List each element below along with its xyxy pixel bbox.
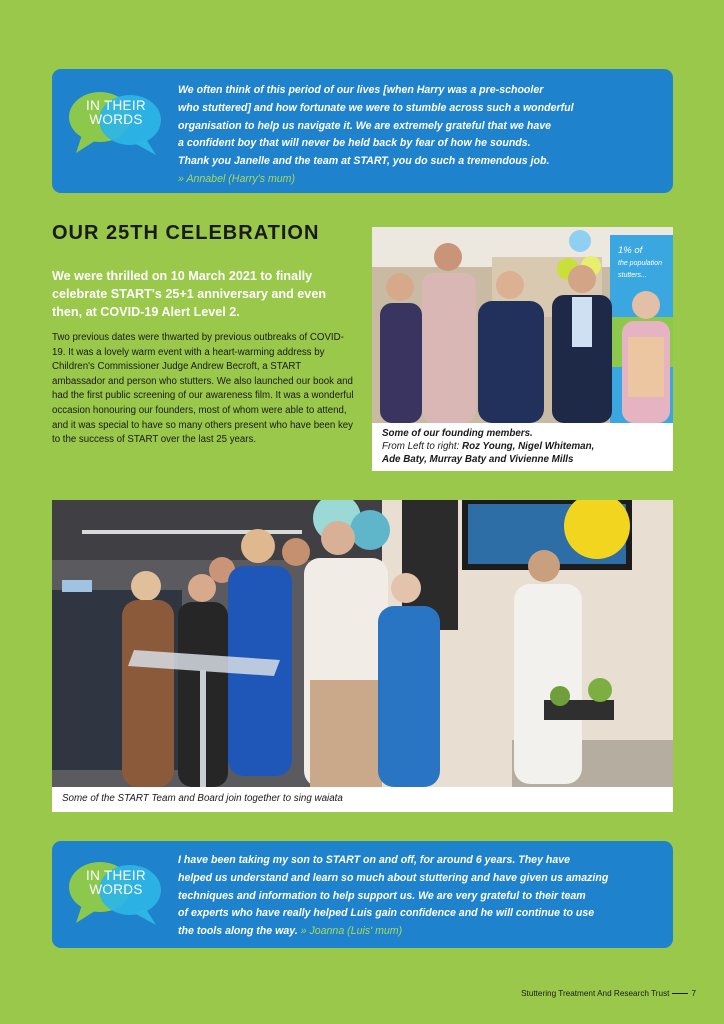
section-body: Two previous dates were thwarted by previous outbreaks of COVID-19. It was a lovely warm event with a heart-warming address by Children's Commissioner Judge Andrew Becroft, a START ambassador and person who stutters. We also launched our book and had the first public screening of our awareness film. It was a wonderful occasion honouring our founders, most of whom were able to attend, and it was special to have so many others present who have been key to the success of START over the last 25 years. (52, 332, 354, 446)
in-their-words-badge: IN THEIR WORDS (86, 868, 146, 897)
section-lead: We were thrilled on 10 March 2021 to finally celebrate START's 25+1 anniversary and even then, at COVID-19 Alert Level 2. (52, 269, 327, 319)
testimonial-attribution: » Joanna (Luis' mum) (300, 925, 403, 938)
testimonial-quote: I have been taking my son to START on and off, for around 6 years. They have helped us understand and learn so much about stuttering and have given us amazing techniques and information to help support us. We are very grateful to their team of experts who have really helped Luis gain confidence and he will continue to use the tools along the way. » Joanna (Luis' mum) (178, 854, 609, 938)
section-title: OUR 25TH CELEBRATION (52, 222, 320, 244)
banner-text-3: stutters... (618, 272, 647, 279)
footer-org: Stuttering Treatment And Research Trust (521, 989, 670, 998)
founders-photo (372, 227, 673, 423)
testimonial-attribution: » Annabel (Harry's mum) (178, 172, 296, 185)
team-photo-card (52, 500, 673, 812)
founders-photo-card (372, 227, 673, 471)
speech-bubbles-icon (68, 859, 164, 929)
testimonial-box-top (52, 69, 673, 193)
speech-bubbles-icon (68, 89, 164, 159)
team-photo (52, 500, 673, 787)
footer-rule (672, 993, 688, 994)
testimonial-box-bottom (52, 841, 673, 948)
founders-caption: Some of our founding members. From Left to right: Roz Young, Nigel Whiteman, Ade Baty, Murray Baty and Vivienne Mills (382, 428, 595, 465)
in-their-words-badge: IN THEIR WORDS (86, 98, 146, 127)
team-caption: Some of the START Team and Board join together to sing waiata (62, 793, 343, 804)
page-number: 7 (691, 989, 696, 998)
banner-text-1: 1% of (618, 245, 643, 256)
testimonial-quote: We often think of this period of our lives [when Harry was a pre-schooler who stuttered] and how fortunate we were to stumble across such a wonderful organisation to help us navigate it. We are extremely grateful that we have a confident boy that will never be held back by fear of how he sounds. Thank you Janelle and the team at START, you do such a tremendous job. » Annabel (Harry's mum) (178, 82, 655, 189)
page-footer (521, 989, 696, 998)
banner-text-2: the population (618, 260, 662, 267)
